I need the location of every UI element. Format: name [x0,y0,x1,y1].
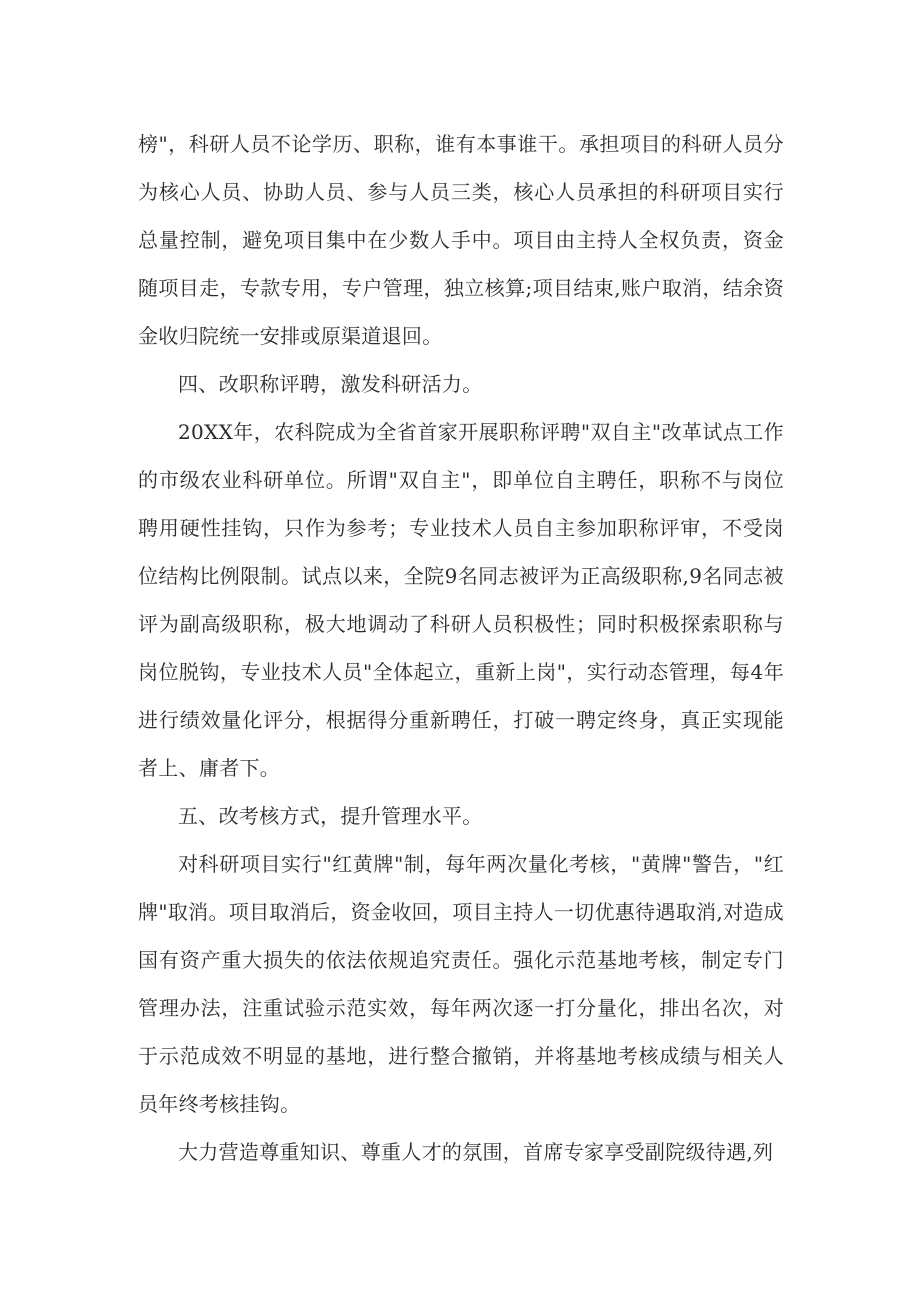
paragraph-red-yellow-card: 对科研项目实行"红黄牌"制，每年两次量化考核，"黄牌"警告，"红牌"取消。项目取消后，资金收回，项目主持人一切优惠待遇取消,对造成国有资产重大损失的依法依规追究责任。强化示范基地考核，制定专门管理办法，注重试验示范实效，每年两次逐一打分量化，排出名次，对于示范成效不明显的基地，进行整合撤销，并将基地考核成绩与相关人员年终考核挂钩。 [138,852,784,1116]
paragraph-title-reform: 20XX年，农科院成为全省首家开展职称评聘"双自主"改革试点工作的市级农业科研单位。所谓"双自主"，即单位自主聘任，职称不与岗位聘用硬性挂钩，只作为参考；专业技术人员自主参加职称评审，不受岗位结构比例限制。试点以来，全院9名同志被评为正高级职称,9名同志被评为副高级职称，极大地调动了科研人员积极性；同时积极探索职称与岗位脱钩，专业技术人员"全体起立，重新上岗"，实行动态管理，每4年进行绩效量化评分，根据得分重新聘任，打破一聘定终身，真正实现能者上、庸者下。 [138,420,784,780]
paragraph-research-staff: 榜"，科研人员不论学历、职称，谁有本事谁干。承担项目的科研人员分为核心人员、协助人员、参与人员三类，核心人员承担的科研项目实行总量控制，避免项目集中在少数人手中。项目由主持人全权负责，资金随项目走，专款专用，专户管理，独立核算;项目结束,账户取消，结余资金收归院统一安排或原渠道退回。 [138,132,784,348]
heading-title-evaluation: 四、改职称评聘，激发科研活力。 [178,372,483,396]
document-body [138,120,784,1176]
paragraph-talent-atmosphere: 大力营造尊重知识、尊重人才的氛围，首席专家享受副院级待遇,列 [178,1140,774,1164]
heading-assessment-method: 五、改考核方式，提升管理水平。 [178,804,483,828]
